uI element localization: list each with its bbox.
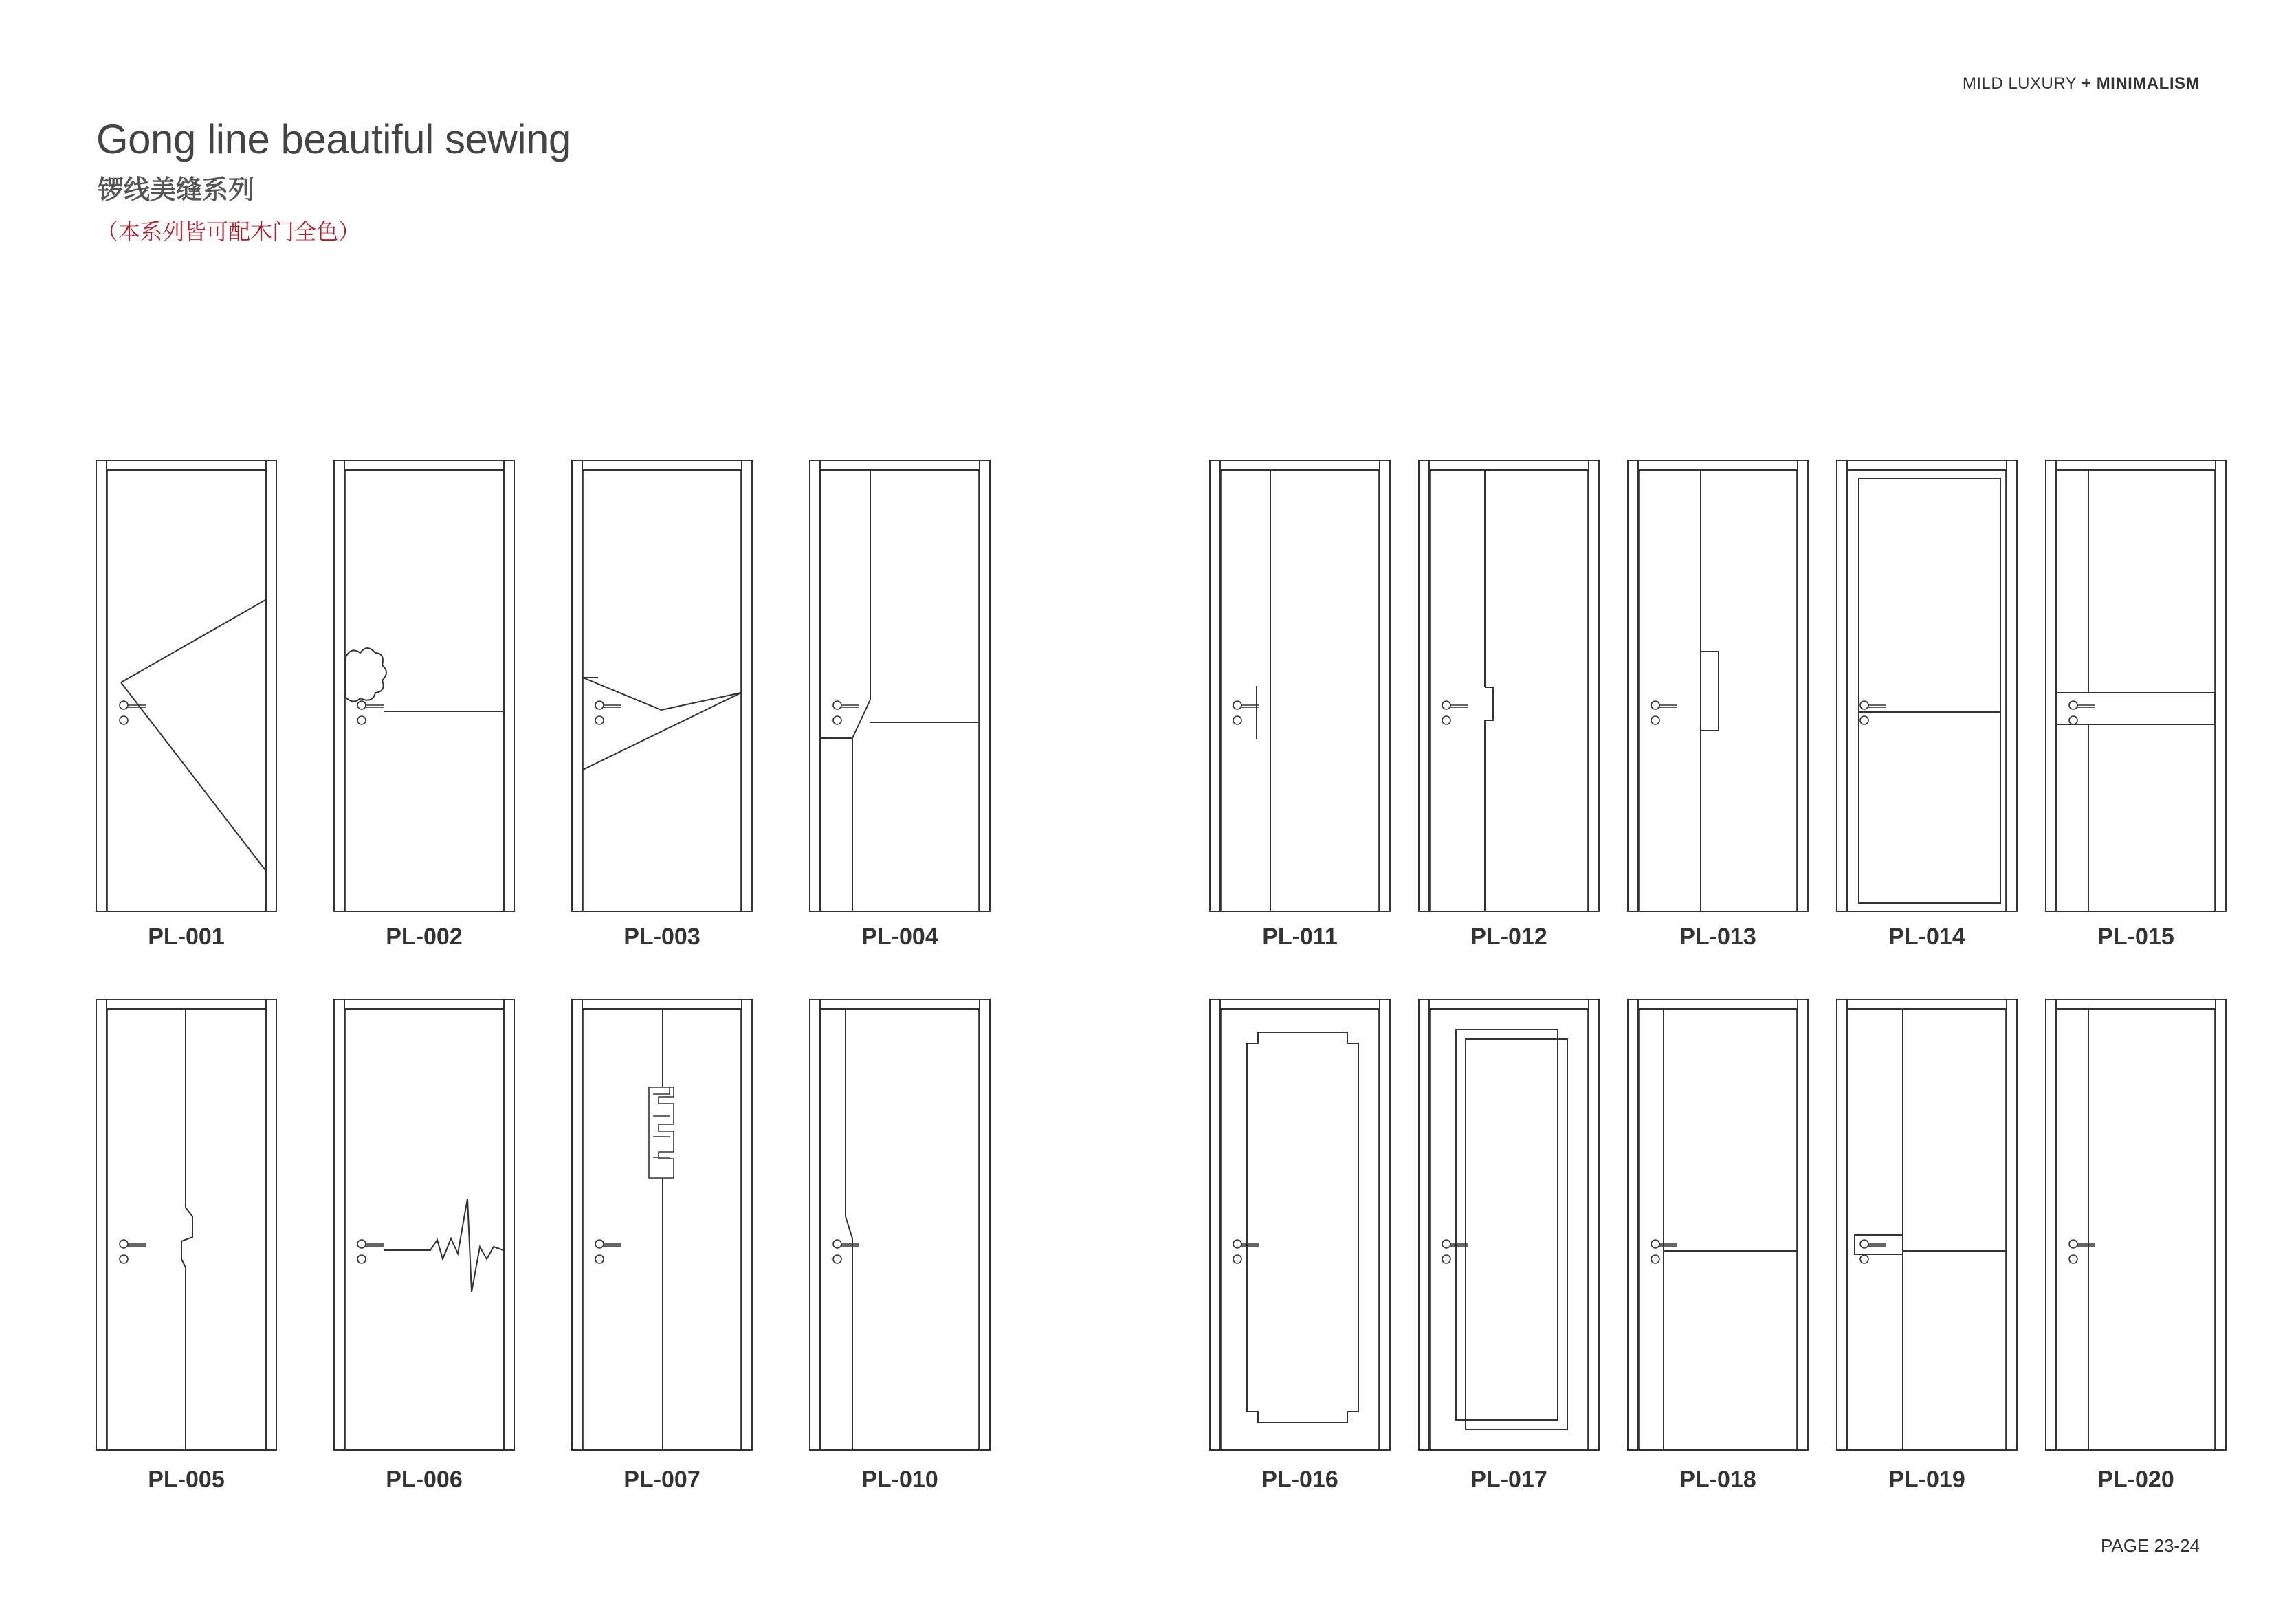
door-code-label: PL-005 (148, 1467, 225, 1493)
door-handle-icon (833, 701, 859, 724)
color-note: （本系列皆可配木门全色） (96, 219, 361, 244)
door-code-label: PL-017 (1470, 1467, 1547, 1493)
door-handle-icon (1860, 1240, 1886, 1263)
door-drawing-pl-016 (1210, 998, 1390, 1451)
door-drawing-pl-018 (1628, 998, 1808, 1451)
door-drawing-pl-011 (1210, 459, 1390, 913)
door-code-label: PL-001 (148, 924, 225, 950)
door-handle-icon (357, 1240, 384, 1263)
door-drawing-pl-015 (2046, 459, 2226, 913)
door-drawing-pl-003 (572, 459, 752, 913)
door-code-label: PL-010 (861, 1467, 938, 1493)
door-code-label: PL-014 (1888, 924, 1965, 950)
door-handle-icon (1233, 701, 1259, 724)
door-drawing-pl-006 (334, 998, 514, 1451)
page-title: Gong line beautiful sewing (96, 116, 571, 162)
page-number: PAGE 23-24 (2100, 1535, 2200, 1556)
door-drawing-pl-001 (96, 459, 276, 913)
door-drawing-pl-002 (334, 459, 514, 913)
brand-tagline (1963, 74, 2200, 93)
door-code-label: PL-020 (2097, 1467, 2174, 1493)
brand-bold: MINIMALISM (2096, 74, 2200, 93)
brand-plus: + (2082, 74, 2092, 93)
door-drawing-pl-017 (1419, 998, 1599, 1451)
door-handle-icon (1651, 701, 1677, 724)
door-code-label: PL-016 (1261, 1467, 1338, 1493)
door-handle-icon (120, 701, 146, 724)
door-handle-icon (595, 1240, 621, 1263)
page-subtitle: 锣线美缝系列 (98, 176, 255, 205)
door-handle-icon (595, 701, 621, 724)
door-drawing-pl-005 (96, 998, 276, 1451)
door-handle-icon (2069, 701, 2095, 724)
door-code-label: PL-006 (386, 1467, 463, 1493)
door-code-label: PL-013 (1679, 924, 1756, 950)
door-code-label: PL-007 (623, 1467, 700, 1493)
door-drawing-pl-007 (572, 998, 752, 1451)
door-drawing-pl-010 (810, 998, 990, 1451)
door-drawing-pl-012 (1419, 459, 1599, 913)
door-drawing-pl-013 (1628, 459, 1808, 913)
door-code-label: PL-004 (861, 924, 938, 950)
door-code-label: PL-011 (1262, 924, 1338, 950)
door-code-label: PL-002 (386, 924, 463, 950)
door-handle-icon (357, 701, 384, 724)
door-handle-icon (2069, 1240, 2095, 1263)
door-drawing-pl-020 (2046, 998, 2226, 1451)
brand-light: MILD LUXURY (1962, 74, 2077, 93)
door-drawing-pl-004 (810, 459, 990, 913)
door-handle-icon (833, 1240, 859, 1263)
door-code-label: PL-012 (1470, 924, 1547, 950)
door-drawing-pl-014 (1837, 459, 2017, 913)
door-code-label: PL-019 (1888, 1467, 1965, 1493)
door-handle-icon (120, 1240, 146, 1263)
door-code-label: PL-003 (623, 924, 700, 950)
door-code-label: PL-018 (1679, 1467, 1756, 1493)
door-handle-icon (1442, 701, 1468, 724)
door-drawing-pl-019 (1837, 998, 2017, 1451)
door-code-label: PL-015 (2097, 924, 2174, 950)
